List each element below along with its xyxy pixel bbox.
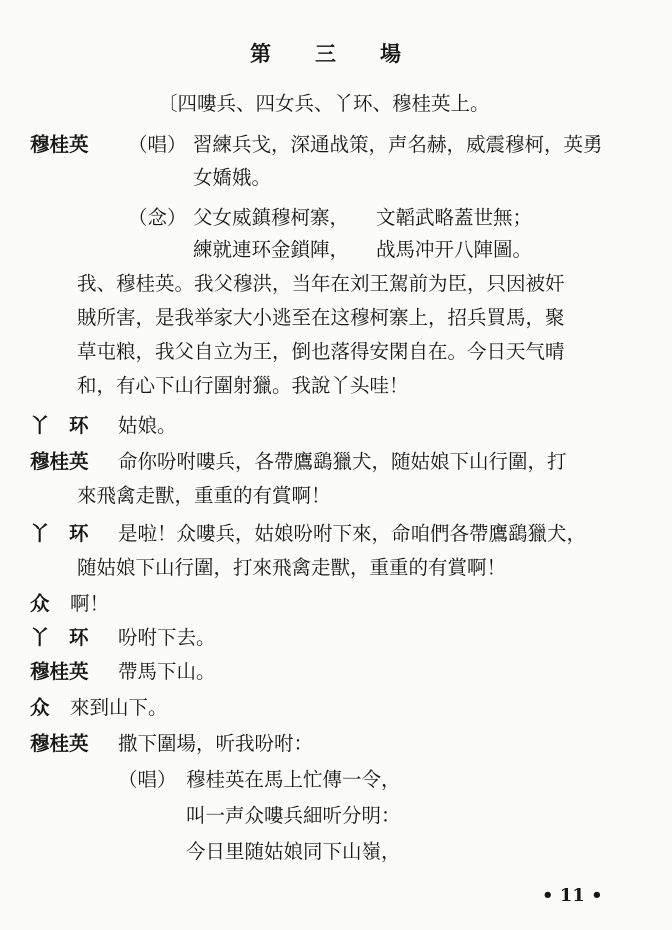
speech-paragraph-line: 我、穆桂英。我父穆洪，当年在刘王駕前为臣，只因被奸 [77,272,565,295]
line-continuation: 來飛禽走獸，重重的有賞啊！ [77,484,331,507]
verse-line: 練就連环金鎖陣， [193,238,350,261]
line-text: 姑娘。 [118,414,177,437]
verse-line: 穆桂英在馬上忙傳一令， [186,768,401,791]
line-text: 吩咐下去。 [118,626,216,649]
verse-line: 叫一声众嘍兵細听分明： [186,804,401,827]
speech-paragraph-line: 賊所害，是我举家大小逃至在这穆柯寨上，招兵買馬，聚 [77,306,565,329]
line-text: 撒下圍場，听我吩咐： [118,732,314,755]
line-text: 習練兵戈，深通战策，声名赫，威震穆柯，英勇 [193,133,603,156]
speaker-label: 众 [30,592,50,615]
line-text: 是啦！众嘍兵，姑娘吩咐下來，命咱們各帶鷹鷂獵犬， [118,522,587,545]
line-continuation: 女嬌娥。 [193,166,272,189]
scene-title-char-1: 第 [250,41,273,66]
line-text: 來到山下。 [70,696,168,719]
speaker-label: 丫 环 [30,414,89,437]
verse-line: 今日里随姑娘同下山嶺， [186,840,401,863]
speaker-label: 众 [30,696,50,719]
speaker-label: 穆桂英 [30,660,89,683]
verse-line: 文韜武略蓋世無； [376,206,533,229]
speaker-label: 穆桂英 [30,133,89,156]
line-continuation: 随姑娘下山行圍，打來飛禽走獸，重重的有賞啊！ [77,556,507,579]
sing-marker: （唱） [128,133,187,156]
speech-paragraph-line: 草屯粮，我父自立为王，倒也落得安閑自在。今日天气晴 [77,340,565,363]
verse-line: 父女威鎮穆柯寨， [193,206,350,229]
line-text: 命你吩咐嘍兵，各帶鷹鷂獵犬，随姑娘下山行圍，打 [118,450,567,473]
recite-marker: （念） [128,206,187,229]
sing-marker: （唱） [118,768,177,791]
speaker-label: 丫 环 [30,522,89,545]
verse-line: 战馬冲开八陣圖。 [376,238,533,261]
stage-direction: 〔四嘍兵、四女兵、丫环、穆桂英上。 [158,92,490,115]
line-text: 帶馬下山。 [118,660,216,683]
scene-title-char-2: 三 [315,41,338,66]
speaker-label: 穆桂英 [30,450,89,473]
line-text: 啊！ [70,592,110,615]
speaker-label: 穆桂英 [30,732,89,755]
speech-paragraph-line: 和，有心下山行圍射獵。我說丫头哇！ [77,374,409,397]
speaker-label: 丫 环 [30,626,89,649]
scene-title-char-3: 場 [380,41,403,66]
page-number: • 11 • [542,885,603,906]
